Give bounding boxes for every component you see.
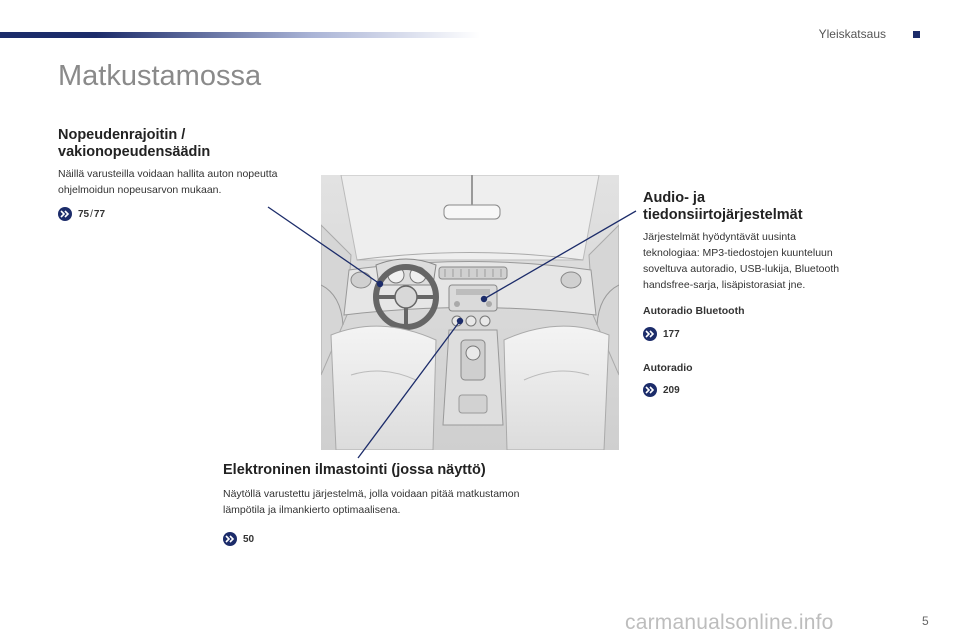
- reference-page-50[interactable]: 50: [243, 533, 255, 545]
- climate-text-line-1: Näytöllä varustettu järjestelmä, jolla voidaan pitää matkustamon: [223, 488, 520, 500]
- section-name: Yleiskatsaus: [818, 27, 886, 41]
- autoradio-label: Autoradio: [643, 362, 693, 374]
- reference-page-209[interactable]: 209: [663, 384, 680, 396]
- autoradio-page-reference[interactable]: [643, 383, 680, 397]
- audio-text-line-2: teknologiaa: MP3-tiedostojen kuunteluun: [643, 247, 833, 259]
- reference-separator: /: [90, 208, 93, 220]
- chevron-reference-icon: [223, 532, 237, 546]
- audio-heading: [643, 190, 803, 224]
- audio-text-line-4: handsfree-sarja, lisäpistorasiat jne.: [643, 279, 806, 291]
- autoradio-bluetooth-label: Autoradio Bluetooth: [643, 305, 745, 317]
- dashboard-illustration: [321, 175, 619, 450]
- audio-text-line-1: Järjestelmät hyödyntävät uusinta: [643, 231, 796, 243]
- chevron-reference-icon: [643, 383, 657, 397]
- chevron-reference-icon: [643, 327, 657, 341]
- cruise-control-text: [58, 166, 277, 198]
- cruise-control-text-line-1: Näillä varusteilla voidaan hallita auton nopeutta: [58, 168, 278, 180]
- cruise-control-page-reference[interactable]: [58, 207, 105, 221]
- reference-page-177[interactable]: 177: [663, 328, 680, 340]
- climate-text-line-2: lämpötila ja ilmankierto optimaalisena.: [223, 504, 401, 516]
- reference-page-77[interactable]: 77: [93, 208, 106, 220]
- audio-heading-line-1: Audio- ja: [643, 190, 706, 206]
- reference-page-75[interactable]: 75: [78, 208, 90, 220]
- climate-page-reference[interactable]: [223, 532, 254, 546]
- header-accent-bar: [0, 32, 480, 38]
- climate-text: [223, 486, 519, 518]
- audio-text-line-3: soveltuva autoradio, USB-lukija, Bluetooth: [643, 263, 840, 275]
- page-title: Matkustamossa: [58, 60, 262, 92]
- cruise-control-heading: [58, 127, 210, 161]
- autoradio-bluetooth-page-reference[interactable]: [643, 327, 680, 341]
- chevron-reference-icon: [58, 207, 72, 221]
- audio-text: [643, 229, 839, 293]
- cruise-control-heading-line-2: vakionopeudensäädin: [58, 144, 211, 160]
- cruise-control-text-line-2: ohjelmoidun nopeusarvon mukaan.: [58, 184, 222, 196]
- audio-heading-line-2: tiedonsiirtojärjestelmät: [643, 207, 803, 223]
- page-number: 5: [922, 614, 929, 628]
- cruise-control-heading-line-1: Nopeudenrajoitin /: [58, 127, 186, 143]
- watermark: carmanualsonline.info: [625, 611, 834, 634]
- section-marker: [913, 31, 920, 38]
- climate-heading: Elektroninen ilmastointi (jossa näyttö): [223, 462, 486, 478]
